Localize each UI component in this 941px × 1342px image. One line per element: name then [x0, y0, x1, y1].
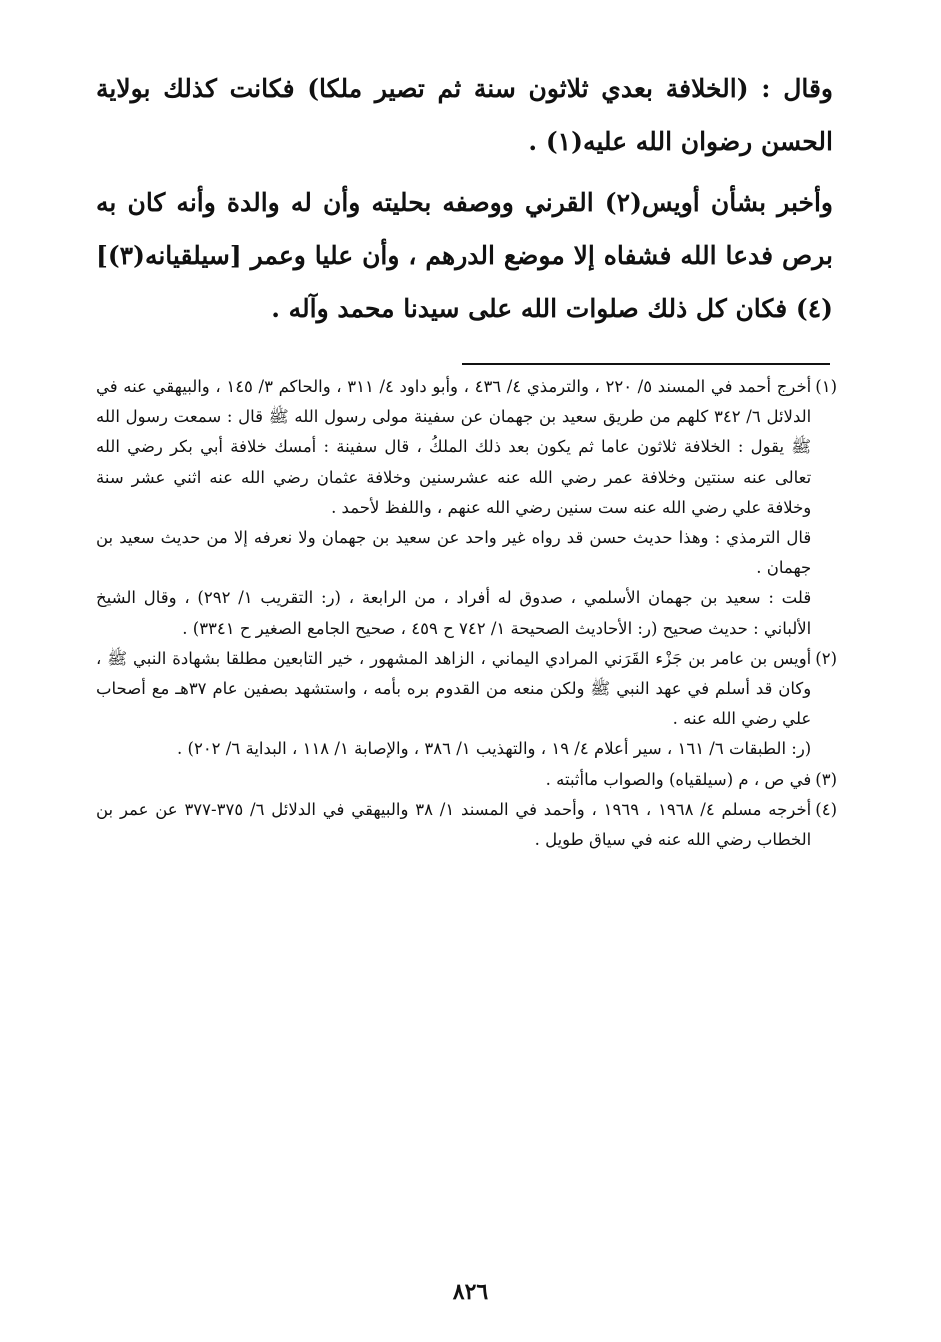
- footnote-2: [96, 644, 837, 765]
- main-text: [96, 62, 833, 335]
- footnote-separator: [462, 363, 830, 365]
- footnote-3: [96, 765, 837, 795]
- footnote-1: [96, 372, 837, 644]
- footnote-number: (١): [815, 377, 837, 396]
- footnote-body: [96, 644, 811, 765]
- footnote-number: (٣): [815, 769, 837, 789]
- footnote-body: [96, 795, 811, 855]
- footnote-body: [96, 372, 811, 644]
- footnote-paragraph: (ر: الطبقات ٦/ ١٦١ ، سير أعلام ٤/ ١٩ ، والتهذيب ١/ ٣٨٦ ، والإصابة ١/ ١١٨ ، البداية ٦/ ٢٠٢) .: [177, 739, 812, 759]
- footnote-paragraph: قلت : سعيد بن جهمان الأسلمي ، صدوق له أفراد ، من الرابعة ، (ر: التقريب ١/ ٢٩٢) ، وقال الشيخ الألباني : حديث صحيح (ر: الأحاديث الصحيحة ١/ ٧٤٢ ح ٤٥٩ ، صحيح الجامع الصغير ح ٣٣٤١) .: [96, 588, 812, 638]
- footnote-paragraph: أخرج أحمد في المسند ٥/ ٢٢٠ ، والترمذي ٤/ ٤٣٦ ، وأبو داود ٤/ ٣١١ ، والحاكم ٣/ ١٤٥ ، والبيهقي عنه في الدلائل ٦/ ٣٤٢ كلهم من طريق سعيد بن جهمان عن سفينة مولى رسول الله ﷺ قال : سمعت رسول الله ﷺ يقول : الخلافة ثلاثون عاما ثم يكون بعد ذلك الملكُ ، قال سفينة : أمسك خلافة أبي بكر رضي الله تعالى عنه سنتين وخلافة عمر رضي الله عنه عشرسنين وخلافة عثمان رضي الله عنه اثني عشر سنة وخلافة علي رضي الله عنه ست سنين رضي الله عنهم ، واللفظ لأحمد .: [96, 377, 812, 517]
- footnote-body: [96, 765, 811, 795]
- footnote-paragraph: أخرجه مسلم ٤/ ١٩٦٨ ، ١٩٦٩ ، وأحمد في المسند ١/ ٣٨ والبيهقي في الدلائل ٦/ ٣٧٥-٣٧٧ عن عمر بن الخطاب رضي الله عنه في سياق طويل .: [96, 799, 812, 850]
- footnote-paragraph: في ص ، م (سيلقياه) والصواب ماأثبته .: [545, 769, 812, 789]
- footnote-paragraph: أويس بن عامر بن جَزْء القَرَني المرادي اليماني ، الزاهد المشهور ، خير التابعين مطلقا بشهادة النبي ﷺ ، وكان قد أسلم في عهد النبي ﷺ ولكن منعه من القدوم بره بأمه ، واستشهد بصفين عام ٣٧هـ مع أصحاب علي رضي الله عنه .: [96, 648, 812, 729]
- footnote-4: [96, 795, 837, 855]
- page-number: ٨٢٦: [452, 1279, 489, 1305]
- footnote-number: (٢): [815, 648, 837, 668]
- main-paragraph-2: وأخبر بشأن أويس(٢) القرني ووصفه بحليته وأن له والدة وأنه كان به برص فدعا الله فشفاه إلا موضع الدرهم ، وأن عليا وعمر [سيلقيانه(٣)](٤) فكان كل ذلك صلوات الله على سيدنا محمد وآله .: [96, 188, 833, 323]
- footnotes: [96, 372, 837, 855]
- main-paragraph-1: وقال : (الخلافة بعدي ثلاثون سنة ثم تصير ملكا) فكانت كذلك بولاية الحسن رضوان الله عليه(١) .: [96, 74, 833, 156]
- footnote-number: (٤): [815, 799, 837, 819]
- footnote-paragraph: قال الترمذي : وهذا حديث حسن قد رواه غير واحد عن سعيد بن جهمان ولا نعرفه إلا من حديث سعيد بن جهمان .: [96, 528, 812, 578]
